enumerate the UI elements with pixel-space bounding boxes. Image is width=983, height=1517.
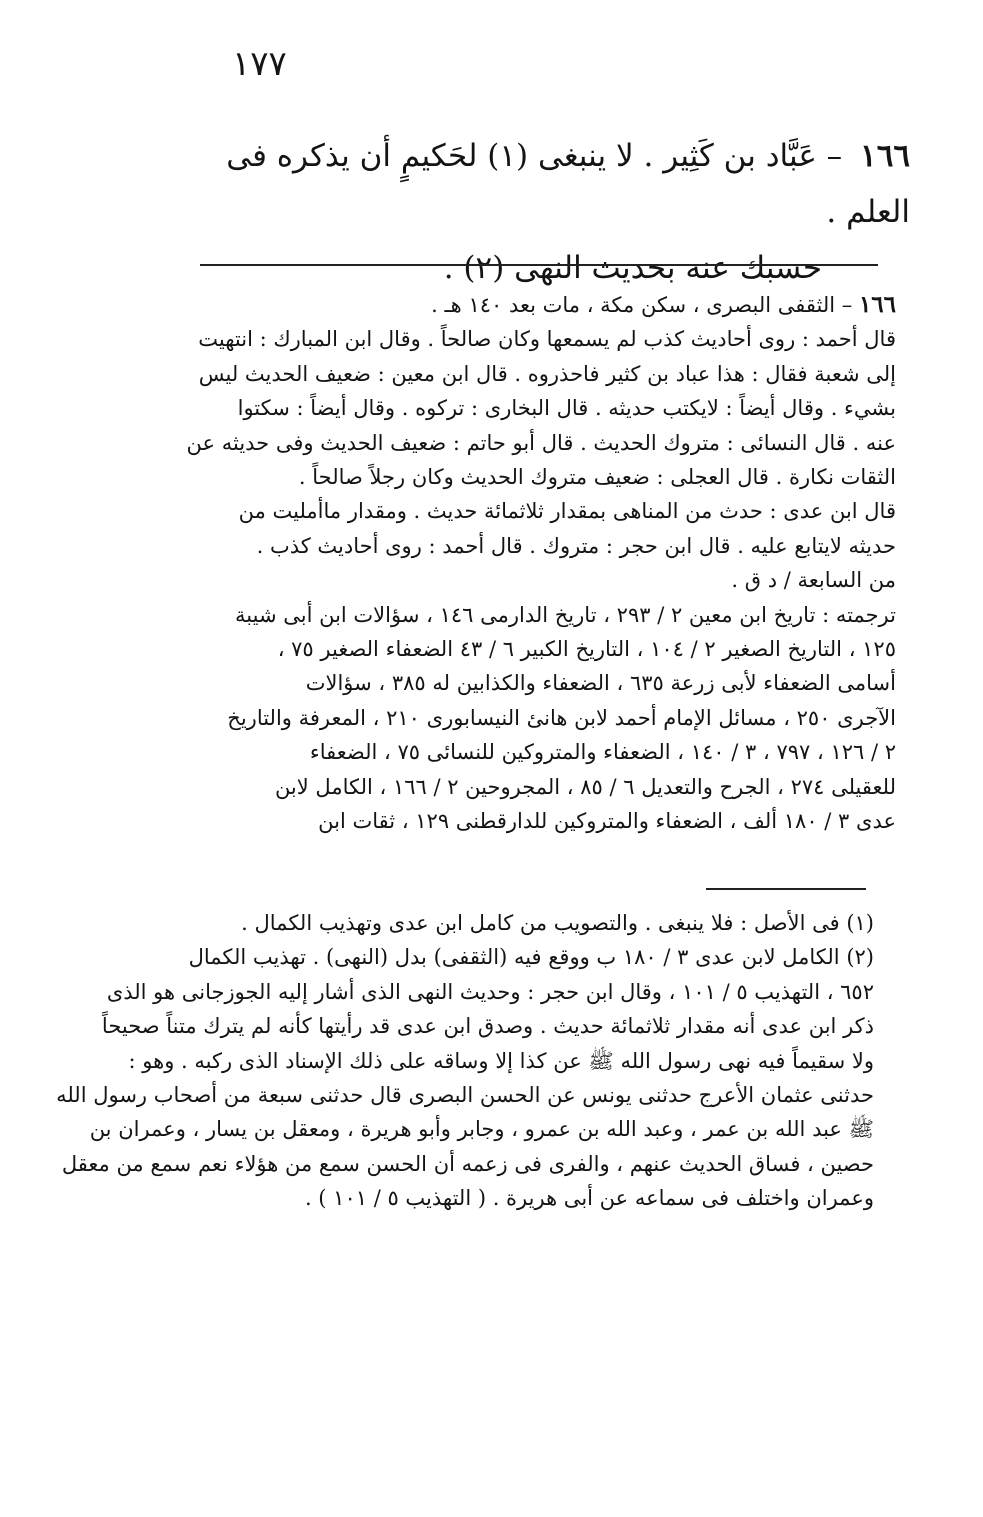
commentary-line: بشيء . وقال أيضاً : لايكتب حديثه . قال البخارى : تركوه . وقال أيضاً : سكتوا <box>237 396 896 421</box>
footnote-line: حصين ، فساق الحديث عنهم ، والفرى فى زعمه أن الحسن سمع من هؤلاء نعم سمع من معقل <box>61 1151 874 1176</box>
footnote-line: (٢) الكامل لابن عدى ٣ / ١٨٠ ب ووقع فيه (الثقفى) بدل (النهى) . تهذيب الكمال <box>188 945 874 970</box>
footnote-line: ﷺ عبد الله بن عمر ، وعبد الله بن عمرو ، وجابر وأبو هريرة ، ومعقل بن يسار ، وعمران بن <box>89 1117 874 1142</box>
section-divider <box>200 264 878 266</box>
commentary-line: عدى ٣ / ١٨٠ ألف ، الضعفاء والمتروكين للدارقطنى ١٢٩ ، ثقات ابن <box>318 809 896 834</box>
page-number: ١٧٧ <box>232 44 287 84</box>
commentary-line: الآجرى ٢٥٠ ، مسائل الإمام أحمد لابن هانئ النيسابورى ٢١٠ ، المعرفة والتاريخ <box>227 705 896 730</box>
footnotes-block <box>56 906 874 1216</box>
commentary-entry-number: ١٦٦ <box>858 291 896 318</box>
footnote-line: ذكر ابن عدى أنه مقدار ثلاثمائة حديث . وصدق ابن عدى قد رأيتها كأنه لم يترك متناً صحيحاً <box>101 1014 874 1039</box>
entry-number: ١٦٦ <box>860 138 910 174</box>
footnote-line: ولا سقيماً فيه نهى رسول الله ﷺ عن كذا إلا وساقه على ذلك الإسناد الذى ركبه . وهو : <box>128 1048 874 1073</box>
commentary-line: أسامى الضعفاء لأبى زرعة ٦٣٥ ، الضعفاء والكذابين له ٣٨٥ ، سؤالات <box>305 671 896 696</box>
commentary-line: إلى شعبة فقال : هذا عباد بن كثير فاحذروه . قال ابن معين : ضعيف الحديث ليس <box>198 361 896 386</box>
commentary-line: ٢ / ١٢٦ ، ٧٩٧ ، ٣ / ١٤٠ ، الضعفاء والمتروكين للنسائى ٧٥ ، الضعفاء <box>309 740 896 765</box>
footnote-line: ٦٥٢ ، التهذيب ٥ / ١٠١ ، وقال ابن حجر : وحديث النهى الذى أشار إليه الجوزجانى هو الذى <box>106 979 874 1004</box>
main-entry-line-1 <box>190 128 910 240</box>
footnote-divider <box>706 888 866 890</box>
commentary-line-text: – الثقفى البصرى ، سكن مكة ، مات بعد ١٤٠ هـ . <box>431 293 853 317</box>
footnote-line: (١) فى الأصل : فلا ينبغى . والتصويب من كامل ابن عدى وتهذيب الكمال . <box>241 911 874 935</box>
footnote-line: وعمران واختلف فى سماعه عن أبى هريرة . ( التهذيب ٥ / ١٠١ ) . <box>304 1186 874 1211</box>
footnote-line: حدثنى عثمان الأعرج حدثنى يونس عن الحسن البصرى قال حدثنى سبعة من أصحاب رسول الله <box>56 1083 874 1108</box>
commentary-line: الثقات نكارة . قال العجلى : ضعيف متروك الحديث وكان رجلاً صالحاً . <box>298 465 896 490</box>
main-entry <box>190 128 910 296</box>
commentary-line: للعقيلى ٢٧٤ ، الجرح والتعديل ٦ / ٨٥ ، المجروحين ٢ / ١٦٦ ، الكامل لابن <box>274 774 896 799</box>
main-entry-line-2: حسبك عنه بحديث النهى (٢) . <box>443 250 822 286</box>
commentary-line: قال أحمد : روى أحاديث كذب لم يسمعها وكان صالحاً . وقال ابن المبارك : انتهيت <box>198 327 896 352</box>
commentary-line: ترجمته : تاريخ ابن معين ٢ / ٢٩٣ ، تاريخ الدارمى ١٤٦ ، سؤالات ابن أبى شيبة <box>235 602 896 627</box>
commentary-line: من السابعة / د ق . <box>731 568 896 593</box>
commentary-line <box>180 288 896 322</box>
commentary-block <box>180 288 896 839</box>
commentary-line: حديثه لايتابع عليه . قال ابن حجر : متروك . قال أحمد : روى أحاديث كذب . <box>256 533 896 558</box>
entry-text-1: – عَبَّاد بن كَثِير . لا ينبغى (١) لحَكيمٍ أن يذكره فى العلم . <box>226 138 910 230</box>
commentary-line: ١٢٥ ، التاريخ الصغير ٢ / ١٠٤ ، التاريخ الكبير ٦ / ٤٣ الضعفاء الصغير ٧٥ ، <box>277 637 896 662</box>
commentary-line: قال ابن عدى : حدث من المناهى بمقدار ثلاثمائة حديث . ومقدار ماأمليت من <box>238 499 896 524</box>
commentary-line: عنه . قال النسائى : متروك الحديث . قال أبو حاتم : ضعيف الحديث وفى حديثه عن <box>186 430 896 455</box>
